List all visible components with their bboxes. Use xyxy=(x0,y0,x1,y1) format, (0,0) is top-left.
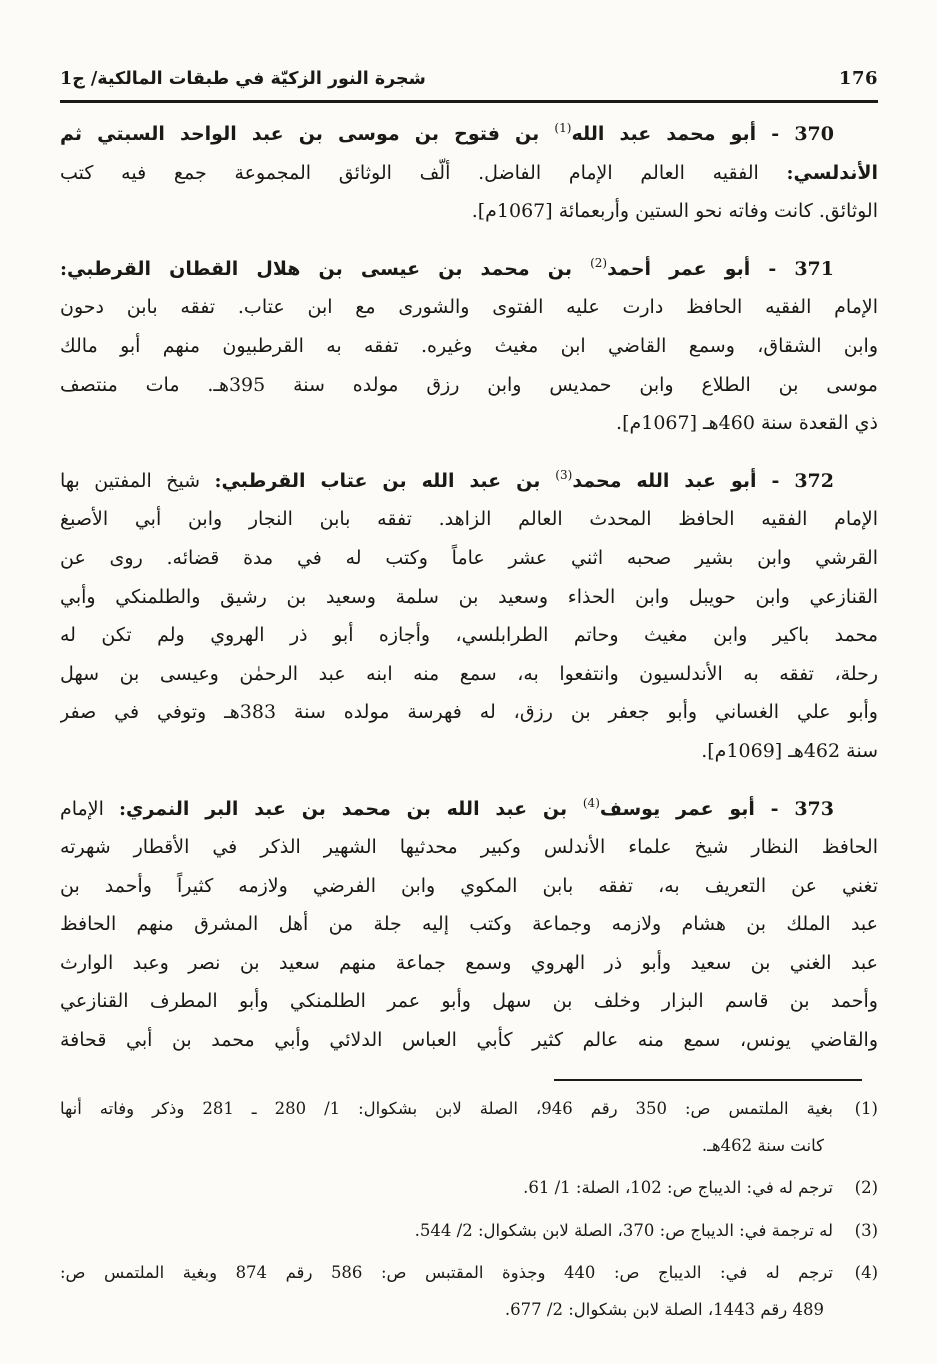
entry-line xyxy=(60,693,878,732)
footnote-ref: (1) xyxy=(554,121,572,135)
footnote-ref: (4) xyxy=(582,795,600,810)
footnote-ref: (3) xyxy=(555,467,573,482)
entries xyxy=(60,115,878,1060)
text-segment: عبد الغني بن سعيد وأبو ذر الهروي وسمع جماعة منهم سعيد بن نصر وعبد الوارث xyxy=(60,951,878,974)
footnote-separator xyxy=(554,1079,862,1082)
footnote-line xyxy=(60,1170,878,1207)
entry-370 xyxy=(60,115,878,231)
text-segment: محمد باكير وابن مغيث وحاتم الطرابلسي، وأجازه أبو ذر الهروي ولم تكن له xyxy=(60,624,878,647)
text-segment: بن عبد الله بن محمد بن عبد البر النمري: xyxy=(119,797,583,820)
footnote-text: ترجم له في: الديباج ص: 440 وجذوة المقتبس ص: 586 رقم 874 وبغية الملتمس ص: xyxy=(60,1263,833,1283)
entry-line xyxy=(60,944,878,983)
entry-line xyxy=(60,905,878,944)
footnote-2 xyxy=(60,1170,878,1207)
book-title: شجرة النور الزكيّة في طبقات المالكية/ ج1 xyxy=(60,69,426,89)
text-segment: 372 - أبو عبد الله محمد xyxy=(572,469,834,492)
entry-line xyxy=(60,192,878,231)
footnote-line xyxy=(60,1255,878,1292)
text-segment: بن محمد بن عيسى بن هلال القطان القرطبي: xyxy=(60,257,591,280)
footnote-text: بغية الملتمس ص: 350 رقم 946، الصلة لابن بشكوال: 1/ 280 ـ 281 وذكر وفاته أنها xyxy=(60,1099,833,1119)
entry-line xyxy=(60,655,878,694)
entry-line xyxy=(60,366,878,405)
text-segment: الوثائق. كانت وفاته نحو الستين وأربعمائة [1067م]. xyxy=(471,200,878,223)
text-segment: القنازعي وابن حويبل وابن الحذاء وسعيد بن سلمة وسعيد بن رشيق والطلمنكي وأبي xyxy=(60,585,878,608)
entry-371 xyxy=(60,250,878,443)
entry-373 xyxy=(60,790,878,1060)
footnote-text: له ترجمة في: الديباج ص: 370، الصلة لابن بشكوال: 2/ 544. xyxy=(414,1220,833,1240)
entry-line xyxy=(60,982,878,1021)
entry-372 xyxy=(60,462,878,771)
footnote-line xyxy=(60,1128,878,1165)
text-segment: ذي القعدة سنة 460هـ [1067م]. xyxy=(616,412,878,435)
text-segment: الإمام الفقيه الحافظ دارت عليه الفتوى والشورى مع ابن عتاب. تفقه بابن دحون xyxy=(60,296,878,319)
text-segment: 373 - أبو عمر يوسف xyxy=(599,797,834,820)
text-segment: 370 - أبو محمد عبد الله xyxy=(571,123,834,145)
footnote-3 xyxy=(60,1213,878,1250)
text-segment: رحلة، تفقه به الأندلسيون وانتفعوا به، سمع منه ابنه عبد الرحمٰن وعيسى بن سهل xyxy=(60,662,878,685)
text-segment: تغني عن التعريف به، تفقه بابن المكوي وابن الفرضي ولازمه كثيراً وأحمد بن xyxy=(60,874,878,897)
text-segment: 371 - أبو عمر أحمد xyxy=(607,257,834,280)
entry-line xyxy=(60,500,878,539)
text-segment: الفقيه العالم الإمام الفاضل. ألّف الوثائق المجموعة جمع فيه كتب xyxy=(60,161,787,184)
entry-line xyxy=(60,1021,878,1060)
footnotes xyxy=(60,1091,878,1328)
entry-line xyxy=(60,790,878,829)
footnote-text: كانت سنة 462هـ. xyxy=(701,1135,824,1155)
text-segment: شيخ المفتين بها xyxy=(60,469,215,492)
entry-line xyxy=(60,616,878,655)
text-segment: وابن الشقاق، وسمع القاضي ابن مغيث وغيره. تفقه به القرطبيون منهم أبو مالك xyxy=(60,334,878,357)
entry-line xyxy=(60,250,878,289)
text-segment: عبد الملك بن هشام ولازمه وجماعة وكتب إليه جلة من أهل المشرق منهم الحافظ xyxy=(60,913,878,936)
entry-line xyxy=(60,539,878,578)
text-segment: والقاضي يونس، سمع منه عالم كثير كأبي العباس الدلائي وأبي محمد بن أبي قحافة xyxy=(60,1029,878,1052)
text-segment: سنة 462هـ [1069م]. xyxy=(701,739,878,762)
text-segment: الحافظ النظار شيخ علماء الأندلس وكبير محدثيها الشهير الذكر في الأقطار شهرته xyxy=(60,836,878,859)
entry-line xyxy=(60,154,878,193)
entry-line xyxy=(60,115,878,154)
footnote-marker: (2) xyxy=(854,1178,878,1198)
text-segment: بن فتوح بن موسى بن عبد الواحد السبتي ثم xyxy=(60,123,555,145)
footnote-ref: (2) xyxy=(590,255,608,270)
footnote-marker: (4) xyxy=(854,1263,878,1283)
entry-line xyxy=(60,732,878,771)
footnote-1 xyxy=(60,1091,878,1164)
footnote-line xyxy=(60,1292,878,1329)
footnote-marker: (1) xyxy=(854,1099,878,1119)
header-rule xyxy=(60,100,878,103)
text-segment: الإمام الفقيه الحافظ المحدث العالم الزاهد. تفقه بابن النجار وابن أبي الأصبغ xyxy=(60,508,878,531)
footnote-line xyxy=(60,1213,878,1250)
text-segment: وأحمد بن قاسم البزار وخلف بن سهل وأبو عمر الطلمنكي وأبو المطرف القنازعي xyxy=(60,990,878,1013)
text-segment: وأبو علي الغساني وأبو جعفر بن رزق، له فهرسة مولده سنة 383هـ وتوفي في صفر xyxy=(60,701,878,724)
entry-line xyxy=(60,828,878,867)
page-header xyxy=(60,66,878,92)
footnote-text: ترجم له في: الديباج ص: 102، الصلة: 1/ 61. xyxy=(523,1178,833,1198)
footnote-marker: (3) xyxy=(854,1220,878,1240)
page-number: 176 xyxy=(838,68,878,89)
entry-line xyxy=(60,867,878,906)
entry-line xyxy=(60,288,878,327)
footnote-4 xyxy=(60,1255,878,1328)
entry-line xyxy=(60,578,878,617)
text-segment: بن عبد الله بن عتاب القرطبي: xyxy=(214,469,556,492)
text-segment: موسى بن الطلاع وابن حمديس وابن رزق مولده سنة 395هـ. مات منتصف xyxy=(60,373,878,396)
footnote-line xyxy=(60,1091,878,1128)
entry-line xyxy=(60,404,878,443)
entry-line xyxy=(60,327,878,366)
text-segment: الأندلسي: xyxy=(786,161,878,184)
text-segment: الإمام xyxy=(60,797,120,820)
footnote-text: 489 رقم 1443، الصلة لابن بشكوال: 2/ 677. xyxy=(504,1299,824,1319)
entry-line xyxy=(60,462,878,501)
text-segment: القرشي وابن بشير صحبه اثني عشر عاماً وكتب له في مدة قضائه. روى عن xyxy=(60,546,878,569)
